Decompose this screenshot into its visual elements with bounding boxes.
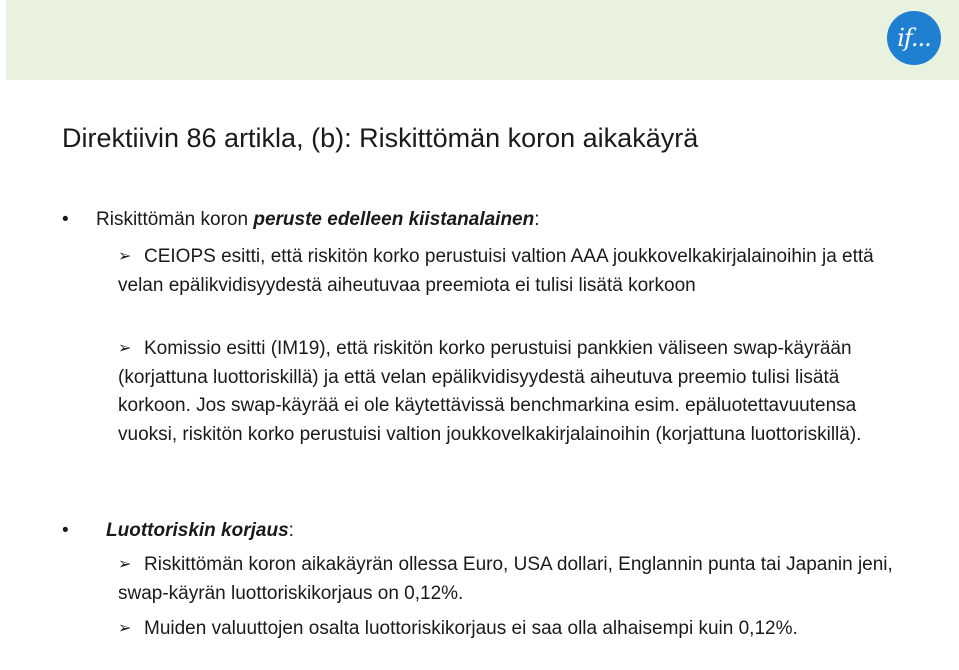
bullet-text: Riskittömän koron peruste edelleen kiistanalainen: (96, 209, 540, 230)
header-bar (6, 0, 959, 80)
bullet-text: Luottoriskin korjaus: (106, 520, 294, 541)
bullet-dot: • (62, 520, 69, 541)
sub-item: ➢ Komissio esitti (IM19), että riskitön korko perustuisi pankkien väliseen swap-käyrään (korjattuna luottoriskillä) ja että velan epälikvidisyydestä aiheutuva preemio tulisi lisätä korkoon. Jos swap-käyrää ei ole käytettävissä benchmarkina esim. epäluotettavuutensa vuoksi, riskitön korko perustuisi valtion joukkovelkakirjalainoihin (korjattuna luottoriskillä). (118, 335, 908, 449)
bullet-emphasis: Luottoriskin korjaus (106, 520, 289, 541)
sub-item: ➢ Muiden valuuttojen osalta luottoriskikorjaus ei saa olla alhaisempi kuin 0,12%. (118, 615, 908, 644)
arrow-bullet-icon: ➢ (118, 556, 132, 573)
slide-title: Direktiivin 86 artikla, (b): Riskittömän koron aikakäyrä (62, 123, 699, 153)
bullet-dot: • (62, 209, 69, 230)
arrow-bullet-icon: ➢ (118, 620, 132, 637)
sub-item: ➢ CEIOPS esitti, että riskitön korko perustuisi valtion AAA joukkovelkakirjalainoihin ja että velan epälikvidisyydestä aiheutuvaa preemiota ei tulisi lisätä korkoon (118, 243, 908, 300)
sub-item: ➢ Riskittömän koron aikakäyrän ollessa Euro, USA dollari, Englannin punta tai Japanin jeni, swap-käyrän luottoriskikorjaus on 0,12%. (118, 551, 908, 608)
arrow-bullet-icon: ➢ (118, 248, 132, 265)
arrow-bullet-icon: ➢ (118, 340, 132, 357)
company-logo (887, 11, 941, 65)
bullet-emphasis: peruste edelleen kiistanalainen (253, 209, 535, 230)
logo-text: if... (897, 24, 931, 52)
